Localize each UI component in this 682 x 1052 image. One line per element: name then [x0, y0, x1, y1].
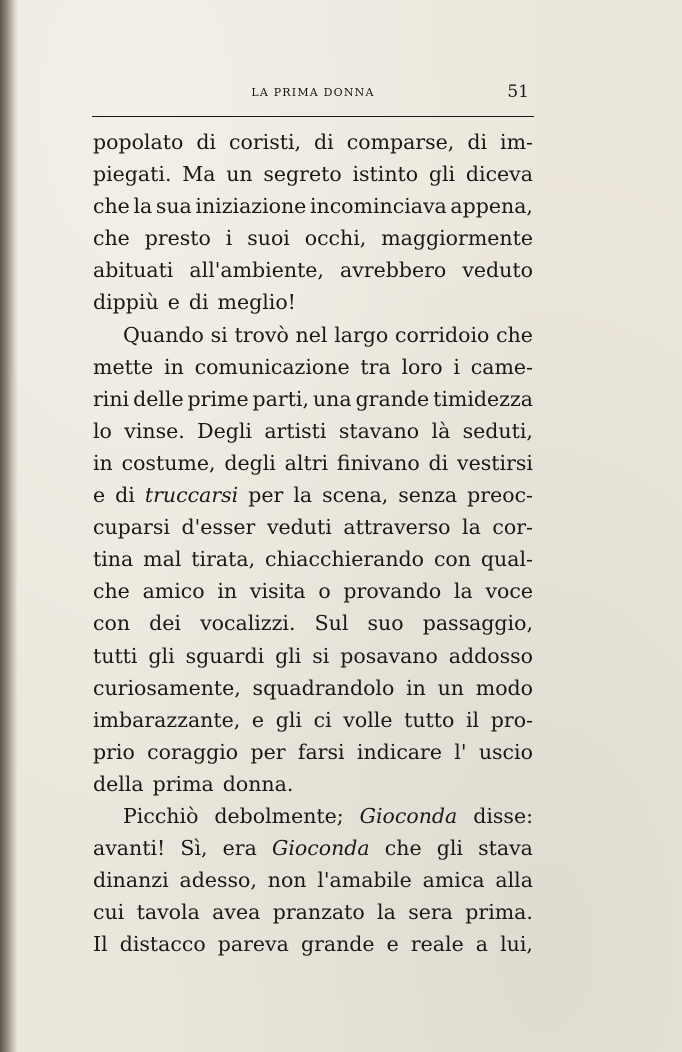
- page-header: [93, 80, 533, 104]
- word: Ma: [182, 162, 216, 187]
- word: squadrandolo: [252, 675, 395, 700]
- word: disse:: [473, 803, 533, 828]
- word: maggiormente: [381, 226, 533, 251]
- word: rini: [93, 386, 130, 411]
- text-line: [93, 158, 533, 190]
- word: ci: [313, 707, 332, 732]
- word: Sul: [314, 611, 349, 636]
- word: dinanzi: [93, 868, 169, 893]
- word: che: [93, 226, 130, 251]
- word: la: [453, 579, 473, 604]
- word: per: [250, 739, 286, 764]
- word: preoc-: [467, 483, 533, 508]
- body-text: [93, 126, 533, 960]
- word: di: [115, 483, 135, 508]
- word: truccarsi: [144, 483, 239, 508]
- word: indicare: [356, 739, 442, 764]
- word: modo: [475, 675, 533, 700]
- word: cuparsi: [93, 515, 170, 540]
- word: Il: [93, 932, 108, 957]
- word: gli: [148, 643, 175, 668]
- word: vestirsi: [457, 450, 533, 475]
- word: la: [293, 483, 313, 508]
- word: mal: [143, 547, 182, 572]
- word: corridoio: [395, 322, 490, 347]
- word: incominciava: [309, 194, 447, 219]
- word: amico: [142, 579, 205, 604]
- word: di: [196, 130, 216, 154]
- word: per: [248, 483, 284, 508]
- word: segreto: [263, 162, 342, 187]
- text-line: [93, 640, 533, 672]
- word: came-: [470, 354, 533, 379]
- header-rule: [92, 116, 534, 117]
- text-line: [93, 543, 533, 575]
- word: trovò: [234, 322, 289, 347]
- word: prio: [93, 739, 135, 764]
- word: istinto: [352, 162, 419, 187]
- word: largo: [334, 322, 389, 347]
- word: visita: [249, 579, 306, 604]
- word: adesso,: [179, 868, 257, 893]
- text-line: [93, 319, 533, 351]
- word: costume,: [121, 450, 216, 475]
- text-line: [93, 126, 533, 158]
- text-line: [93, 768, 533, 800]
- word: l'amabile: [317, 868, 412, 893]
- word: coristi,: [229, 130, 302, 154]
- word: la: [377, 900, 396, 925]
- word: iniziazione: [195, 194, 307, 219]
- word: tavola: [136, 900, 200, 925]
- word: attraverso: [343, 515, 451, 540]
- word: parti,: [252, 386, 310, 411]
- word: avanti!: [93, 836, 166, 861]
- word: si: [210, 322, 228, 347]
- word: altri: [284, 450, 329, 475]
- word: stava: [478, 836, 533, 861]
- word: cui: [93, 900, 125, 925]
- word: distacco: [119, 932, 206, 957]
- page-number: 51: [507, 82, 529, 102]
- word: addosso: [448, 643, 533, 668]
- word: il: [466, 707, 480, 732]
- word: che: [93, 579, 130, 604]
- word: Quando: [123, 322, 204, 347]
- word: di: [314, 130, 334, 154]
- text-line: [93, 479, 533, 511]
- text-line: [93, 736, 533, 768]
- text-line: [93, 447, 533, 479]
- text-line: [93, 383, 533, 415]
- word: grande: [355, 386, 430, 411]
- word: a: [475, 932, 489, 957]
- word: la: [462, 515, 481, 540]
- text-line: [93, 896, 533, 928]
- word: farsi: [297, 739, 345, 764]
- binding-edge-shadow: [0, 0, 18, 1052]
- word: passaggio,: [422, 611, 533, 636]
- word: prima.: [465, 900, 533, 925]
- word: e: [251, 707, 265, 732]
- word: tutto: [404, 707, 455, 732]
- word: cor-: [492, 515, 533, 540]
- word: di: [428, 450, 449, 475]
- word: un: [437, 675, 464, 700]
- word: con: [433, 547, 471, 572]
- word: qual-: [480, 547, 533, 572]
- word: meglio!: [217, 290, 296, 315]
- word: dippiù: [93, 290, 159, 315]
- word: non: [267, 868, 307, 893]
- text-line: [93, 190, 533, 222]
- word: tra: [360, 354, 391, 379]
- word: posavano: [340, 643, 438, 668]
- word: debolmente;: [214, 803, 344, 828]
- word: di: [467, 130, 488, 154]
- word: suoi: [247, 226, 290, 251]
- word: che: [384, 836, 422, 861]
- word: avea: [212, 900, 261, 925]
- word: senza: [398, 483, 458, 508]
- word: prima: [152, 771, 214, 796]
- word: sua: [155, 194, 192, 219]
- word: voce: [485, 579, 533, 604]
- word: reale: [410, 932, 464, 957]
- word: in: [217, 579, 238, 604]
- word: stavano: [338, 418, 420, 443]
- word: tirata,: [191, 547, 256, 572]
- word: nel: [295, 322, 328, 347]
- word: Gioconda: [271, 836, 370, 861]
- text-line: [93, 254, 533, 286]
- word: piegati.: [93, 162, 172, 187]
- text-line: [93, 800, 533, 832]
- text-line: [93, 832, 533, 864]
- text-line: [93, 575, 533, 607]
- word: in: [406, 675, 426, 700]
- word: la: [133, 194, 153, 219]
- word: lo: [93, 418, 112, 443]
- text-line: [93, 286, 533, 318]
- word: imbarazzante,: [93, 707, 241, 732]
- text-line: [93, 928, 533, 960]
- word: della: [93, 771, 144, 796]
- word: donna.: [222, 771, 294, 796]
- word: avrebbero: [340, 258, 447, 283]
- word: veduto: [462, 258, 533, 283]
- word: grande: [300, 932, 375, 957]
- text-line: [93, 351, 533, 383]
- paragraph: [93, 126, 533, 319]
- word: occhi,: [304, 226, 367, 251]
- word: all'ambiente,: [189, 258, 324, 283]
- word: gli: [428, 162, 456, 187]
- text-line: [93, 672, 533, 704]
- word: veduti: [266, 515, 332, 540]
- word: delle: [133, 386, 184, 411]
- word: Sì,: [180, 836, 208, 861]
- word: là: [431, 418, 451, 443]
- word: vinse.: [124, 418, 185, 443]
- word: gli: [275, 707, 302, 732]
- word: pareva: [217, 932, 289, 957]
- word: presto: [144, 226, 211, 251]
- word: chiacchierando: [265, 547, 425, 572]
- word: comparse,: [346, 130, 455, 154]
- word: popolato: [93, 130, 184, 154]
- word: Picchiò: [123, 803, 199, 828]
- word: gli: [275, 643, 302, 668]
- word: che: [496, 322, 533, 347]
- word: comunicazione: [194, 354, 350, 379]
- word: i: [453, 354, 460, 379]
- word: Degli: [197, 418, 252, 443]
- word: e: [386, 932, 399, 957]
- word: pranzato: [272, 900, 365, 925]
- word: Gioconda: [359, 803, 458, 828]
- word: era: [222, 836, 257, 861]
- word: che: [93, 194, 130, 219]
- word: seduti,: [462, 418, 533, 443]
- word: dei: [149, 611, 181, 636]
- paragraph: [93, 319, 533, 800]
- word: abituati: [93, 258, 174, 283]
- word: volle: [343, 707, 393, 732]
- word: scena,: [322, 483, 389, 508]
- word: degli: [224, 450, 276, 475]
- word: vocalizzi.: [200, 611, 296, 636]
- word: loro: [401, 354, 443, 379]
- word: suo: [367, 611, 404, 636]
- word: tina: [93, 547, 134, 572]
- word: tutti: [93, 643, 138, 668]
- word: mette: [93, 354, 154, 379]
- text-line: [93, 415, 533, 447]
- word: amica: [422, 868, 485, 893]
- word: si: [312, 643, 330, 668]
- paragraph: [93, 800, 533, 960]
- word: l': [454, 739, 467, 764]
- word: e: [167, 290, 180, 315]
- running-title: LA PRIMA DONNA: [251, 86, 375, 99]
- word: sera: [408, 900, 453, 925]
- text-line: [93, 511, 533, 543]
- word: timidezza: [433, 386, 533, 411]
- word: im-: [500, 130, 533, 154]
- word: in: [164, 354, 184, 379]
- word: in: [93, 450, 113, 475]
- text-line: [93, 222, 533, 254]
- word: o: [318, 579, 331, 604]
- word: uscio: [478, 739, 533, 764]
- word: prime: [187, 386, 249, 411]
- text-line: [93, 864, 533, 896]
- word: provando: [343, 579, 442, 604]
- word: diceva: [465, 162, 533, 187]
- word: coraggio: [147, 739, 239, 764]
- word: sguardi: [185, 643, 265, 668]
- word: lui,: [500, 932, 533, 957]
- word: pro-: [490, 707, 533, 732]
- word: di: [188, 290, 209, 315]
- word: e: [93, 483, 106, 508]
- word: con: [93, 611, 131, 636]
- word: i: [225, 226, 233, 251]
- word: una: [312, 386, 352, 411]
- word: curiosamente,: [93, 675, 241, 700]
- word: artisti: [264, 418, 327, 443]
- word: gli: [436, 836, 463, 861]
- word: d'esser: [181, 515, 256, 540]
- text-line: [93, 704, 533, 736]
- word: finivano: [336, 450, 420, 475]
- text-line: [93, 607, 533, 639]
- word: un: [226, 162, 253, 187]
- word: appena,: [450, 194, 533, 219]
- word: alla: [495, 868, 533, 893]
